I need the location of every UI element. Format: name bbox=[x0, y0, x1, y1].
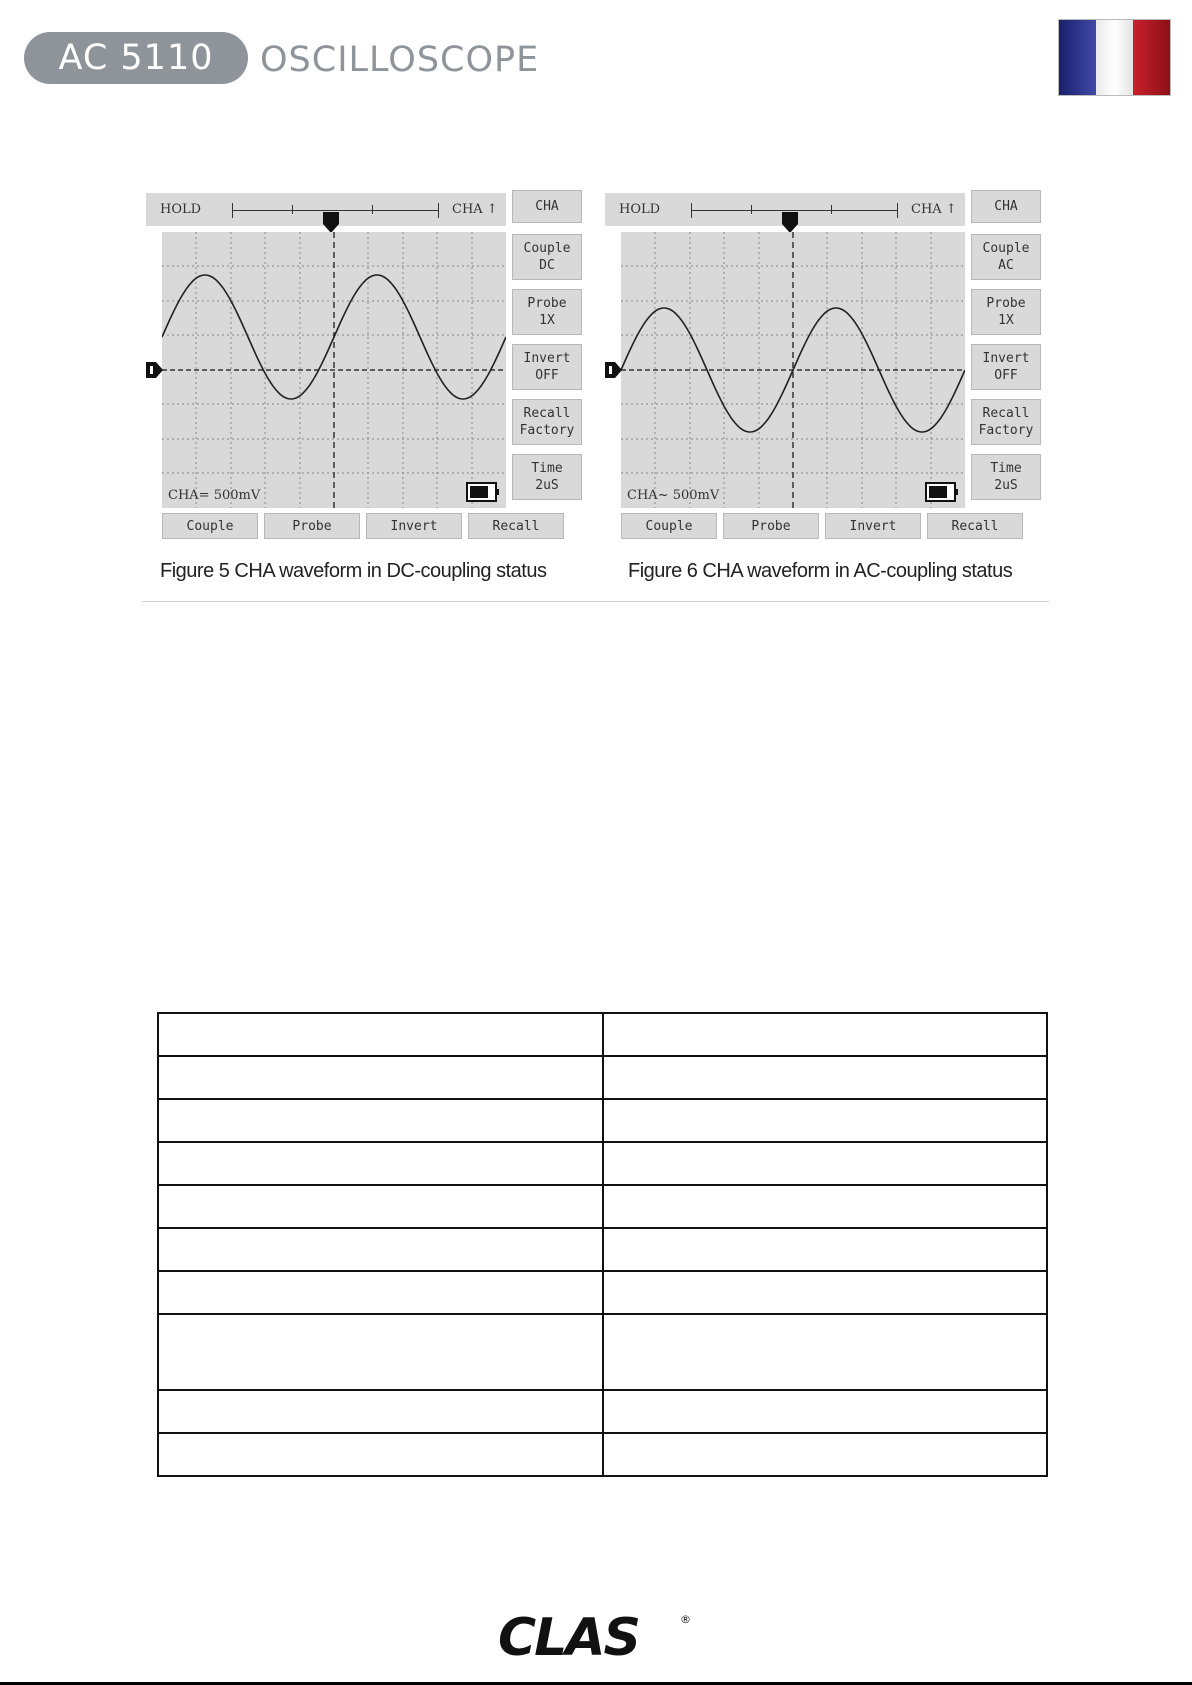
figure-6-oscilloscope-screen bbox=[605, 190, 1060, 534]
table-cell bbox=[603, 1314, 1048, 1390]
channel-readout: CHA= 500mV bbox=[168, 488, 261, 503]
probe-softkey[interactable]: Probe bbox=[264, 513, 360, 539]
table-cell bbox=[158, 1099, 603, 1142]
table-cell bbox=[158, 1142, 603, 1185]
table-cell bbox=[158, 1390, 603, 1433]
model-label: AC 5110 bbox=[58, 38, 214, 78]
table-row bbox=[158, 1390, 1047, 1433]
hold-label: HOLD bbox=[160, 202, 202, 217]
table-cell bbox=[158, 1314, 603, 1390]
channel-zero-marker-icon bbox=[605, 362, 623, 378]
france-flag-icon bbox=[1059, 20, 1170, 95]
svg-text:CLAS: CLAS bbox=[498, 1609, 639, 1661]
table-row bbox=[158, 1142, 1047, 1185]
invert-softkey[interactable]: Invert bbox=[366, 513, 462, 539]
model-badge bbox=[24, 32, 248, 84]
trigger-position-icon bbox=[781, 212, 799, 234]
probe-softkey[interactable]: Probe bbox=[723, 513, 819, 539]
table-cell bbox=[158, 1013, 603, 1056]
probe-button[interactable]: Probe 1X bbox=[512, 289, 582, 335]
couple-dc-button[interactable]: Couple DC bbox=[512, 234, 582, 280]
recall-factory-button[interactable]: Recall Factory bbox=[512, 399, 582, 445]
waveform-display bbox=[162, 232, 506, 508]
couple-softkey[interactable]: Couple bbox=[621, 513, 717, 539]
product-title: OSCILLOSCOPE bbox=[260, 40, 540, 80]
recall-softkey[interactable]: Recall bbox=[468, 513, 564, 539]
invert-softkey[interactable]: Invert bbox=[825, 513, 921, 539]
table-row bbox=[158, 1314, 1047, 1390]
probe-button[interactable]: Probe 1X bbox=[971, 289, 1041, 335]
table-row bbox=[158, 1185, 1047, 1228]
trigger-label: CHA ↑ bbox=[452, 202, 498, 217]
time-button[interactable]: Time 2uS bbox=[512, 454, 582, 500]
invert-button[interactable]: Invert OFF bbox=[971, 344, 1041, 390]
recall-factory-button[interactable]: Recall Factory bbox=[971, 399, 1041, 445]
table-cell bbox=[603, 1056, 1048, 1099]
table-row bbox=[158, 1013, 1047, 1056]
specification-table bbox=[157, 1012, 1048, 1477]
channel-readout: CHA~ 500mV bbox=[627, 488, 720, 503]
trigger-label: CHA ↑ bbox=[911, 202, 957, 217]
table-row bbox=[158, 1099, 1047, 1142]
table-row bbox=[158, 1271, 1047, 1314]
table-row bbox=[158, 1228, 1047, 1271]
time-button[interactable]: Time 2uS bbox=[971, 454, 1041, 500]
channel-zero-marker-icon bbox=[146, 362, 164, 378]
hold-label: HOLD bbox=[619, 202, 661, 217]
clas-logo bbox=[494, 1609, 694, 1661]
couple-softkey[interactable]: Couple bbox=[162, 513, 258, 539]
table-cell bbox=[603, 1099, 1048, 1142]
svg-text:®: ® bbox=[680, 1613, 691, 1626]
table-cell bbox=[158, 1228, 603, 1271]
table-cell bbox=[603, 1013, 1048, 1056]
table-cell bbox=[158, 1433, 603, 1476]
figure-5-caption: Figure 5 CHA waveform in DC-coupling status bbox=[160, 560, 547, 582]
table-cell bbox=[603, 1271, 1048, 1314]
waveform-plot bbox=[162, 232, 506, 508]
table-cell bbox=[603, 1390, 1048, 1433]
table-row bbox=[158, 1433, 1047, 1476]
battery-icon bbox=[925, 482, 959, 502]
invert-button[interactable]: Invert OFF bbox=[512, 344, 582, 390]
timebase-track bbox=[232, 210, 438, 211]
battery-icon bbox=[466, 482, 500, 502]
section-divider bbox=[142, 601, 1049, 602]
table-cell bbox=[603, 1185, 1048, 1228]
table-row bbox=[158, 1056, 1047, 1099]
channel-select-button[interactable]: CHA bbox=[971, 190, 1041, 223]
trigger-position-icon bbox=[322, 212, 340, 234]
table-cell bbox=[603, 1228, 1048, 1271]
recall-softkey[interactable]: Recall bbox=[927, 513, 1023, 539]
figure-6-caption: Figure 6 CHA waveform in AC-coupling status bbox=[628, 560, 1013, 582]
timebase-track bbox=[691, 210, 897, 211]
table-cell bbox=[158, 1185, 603, 1228]
table-cell bbox=[158, 1271, 603, 1314]
table-cell bbox=[603, 1142, 1048, 1185]
waveform-display bbox=[621, 232, 965, 508]
table-cell bbox=[158, 1056, 603, 1099]
waveform-plot bbox=[621, 232, 965, 508]
channel-select-button[interactable]: CHA bbox=[512, 190, 582, 223]
figure-5-oscilloscope-screen bbox=[146, 190, 601, 534]
couple-ac-button[interactable]: Couple AC bbox=[971, 234, 1041, 280]
table-cell bbox=[603, 1433, 1048, 1476]
